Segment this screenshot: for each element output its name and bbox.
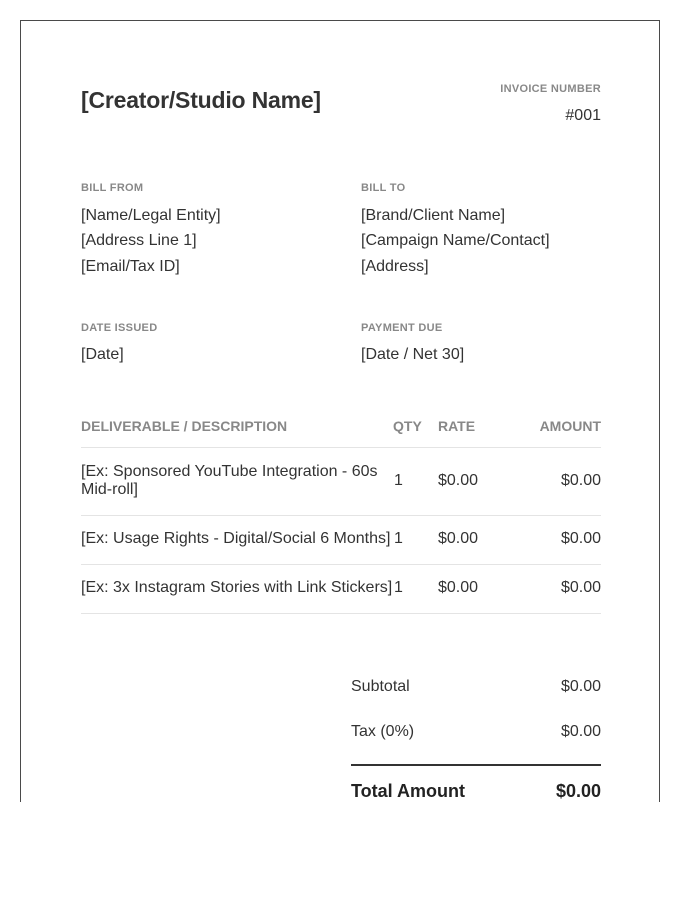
row-amount: $0.00 (560, 579, 601, 596)
column-header-description: DELIVERABLE / DESCRIPTION (81, 418, 288, 434)
bill-from-email: [Email/Tax ID] (81, 258, 180, 275)
bill-to-name: [Brand/Client Name] (361, 207, 506, 224)
bill-from-address: [Address Line 1] (81, 232, 197, 249)
subtotal-value: $0.00 (560, 678, 601, 695)
row-qty: 1 (394, 530, 403, 547)
row-description: [Ex: Sponsored YouTube Integration - 60s Mid-roll] (81, 463, 378, 498)
bill-to-address: [Address] (361, 258, 429, 275)
invoice-content (81, 21, 601, 802)
row-divider (81, 564, 601, 565)
invoice-number-label: INVOICE NUMBER (500, 83, 601, 95)
row-amount: $0.00 (560, 530, 601, 547)
tax-label: Tax (0%) (351, 723, 415, 740)
invoice-page (20, 20, 660, 802)
column-header-rate: RATE (438, 418, 476, 434)
row-qty: 1 (394, 472, 403, 489)
tax-value: $0.00 (560, 723, 601, 740)
payment-due-value: [Date / Net 30] (361, 346, 465, 363)
table-row (81, 463, 601, 515)
row-description: [Ex: Usage Rights - Digital/Social 6 Months] (81, 530, 391, 547)
invoice-number: #001 (565, 107, 601, 124)
total-amount-value: $0.00 (555, 781, 601, 801)
row-divider (81, 515, 601, 516)
bill-to-campaign: [Campaign Name/Contact] (361, 232, 550, 249)
row-divider (81, 613, 601, 614)
subtotal-label: Subtotal (351, 678, 410, 695)
studio-name: [Creator/Studio Name] (81, 87, 321, 113)
total-amount-label: Total Amount (351, 781, 465, 801)
payment-due-label: PAYMENT DUE (361, 322, 443, 334)
row-rate: $0.00 (438, 579, 479, 596)
row-rate: $0.00 (438, 472, 479, 489)
date-issued-value: [Date] (81, 346, 124, 363)
column-header-amount: AMOUNT (539, 418, 601, 434)
column-header-qty: QTY (393, 418, 422, 434)
row-rate: $0.00 (438, 530, 479, 547)
total-divider (351, 764, 601, 766)
bill-from-name: [Name/Legal Entity] (81, 207, 221, 224)
row-description: [Ex: 3x Instagram Stories with Link Stickers] (81, 579, 393, 596)
row-amount: $0.00 (560, 472, 601, 489)
bill-to-label: BILL TO (361, 182, 406, 194)
date-issued-label: DATE ISSUED (81, 322, 158, 334)
table-header-divider (81, 447, 601, 448)
bill-from-label: BILL FROM (81, 182, 144, 194)
row-qty: 1 (394, 579, 403, 596)
